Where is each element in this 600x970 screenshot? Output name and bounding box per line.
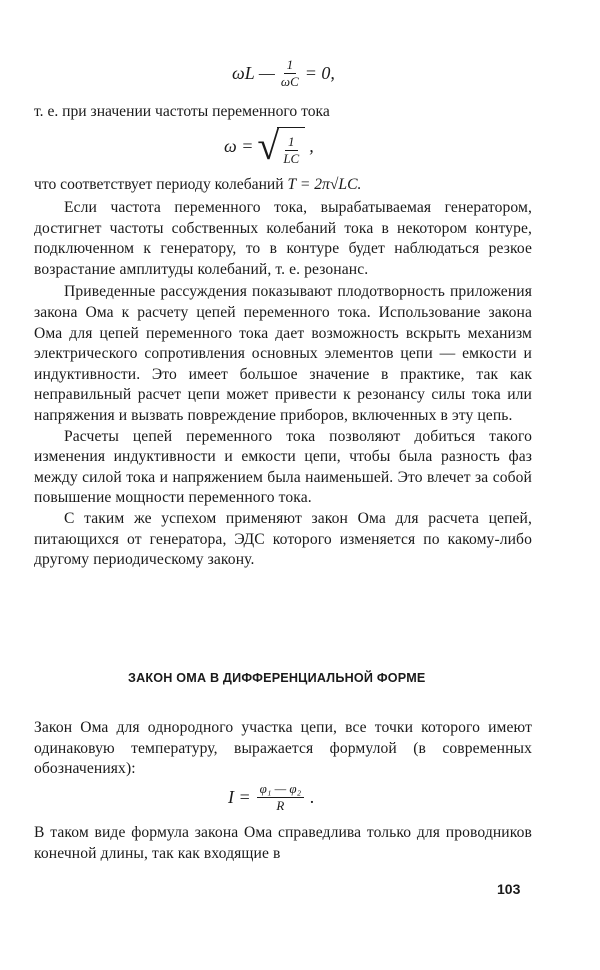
body-text-section (34, 718, 532, 780)
square-root (257, 123, 305, 168)
paragraph-resonance: Если частота переменного тока, вырабатываемая генератором, достигнет частоты собственных колебаний тока в некотором контуре, подключенном к генератору, то в контуре будет наблюдаться резкое возрастание амплитуды колебаний, т. е. резонанс. (34, 199, 532, 278)
paragraph-reasoning: Приведенные рассуждения показывают плодотворность приложения закона Ома к расчету цепей переменного тока. Использование закона Ома для цепей переменного тока дает возможность вскрыть механизм электрического сопротивления основных элементов цепи — емкости и индуктивности. Это имеет большое значение в практике, так как неправильный расчет цепи может привести к резонансу силы тока или напряжения и вызвать повреждение приборов, включенных в эту цепь. (34, 283, 532, 424)
section-heading: ЗАКОН ОМА В ДИФФЕРЕНЦИАЛЬНОЙ ФОРМЕ (128, 671, 426, 685)
fraction-numerator: 1 (284, 58, 297, 74)
fraction (257, 782, 304, 813)
fraction-numerator: φ₁ — φ₂ (257, 782, 304, 798)
body-text-final (34, 823, 532, 864)
radical-sign: √ (257, 123, 280, 168)
formula-lhs: ω = (224, 135, 254, 156)
paragraph-ohm-law: Закон Ома для однородного участка цепи, все точки которого имеют одинаковую температуру, выражается формулой (в современных обозначениях): (34, 719, 532, 778)
fraction-denominator: ωC (280, 74, 299, 89)
fraction (283, 135, 299, 166)
formula-ohm (228, 782, 315, 813)
paragraph-calculations: Расчеты цепей переменного тока позволяют добиться такого изменения индуктивности и емкости цепи, чтобы была разность фаз между силой тока и напряжением была наименьшей. Это влечет за собой повышение мощности переменного тока. (34, 427, 532, 507)
text-line-period (34, 176, 361, 194)
page-number: 103 (497, 881, 521, 897)
paragraph-final: В таком виде формула закона Ома справедлива только для проводников конечной длины, так как входящие в (34, 824, 532, 862)
text-line-frequency: т. е. при значении частоты переменного тока (34, 103, 330, 120)
fraction-numerator: 1 (285, 135, 298, 151)
formula-tail: , (309, 135, 314, 156)
period-text: что соответствует периоду колебаний (34, 176, 284, 193)
formula-resonance (232, 58, 335, 89)
fraction-denominator: R (276, 798, 285, 813)
paragraph-generator: С таким же успехом применяют закон Ома для расчета цепей, питающихся от генератора, ЭДС которого изменяется по какому-либо другому периодическому закону. (34, 509, 532, 569)
formula-lhs: ωL — (232, 63, 275, 83)
fraction (281, 58, 299, 89)
period-formula: T = 2π√LC. (287, 176, 362, 193)
formula-tail: . (310, 787, 315, 807)
formula-lhs: I = (228, 787, 251, 807)
body-text (34, 198, 532, 571)
formula-omega (224, 123, 314, 168)
formula-rhs: = 0, (304, 63, 335, 83)
fraction-denominator: LC (283, 150, 300, 166)
